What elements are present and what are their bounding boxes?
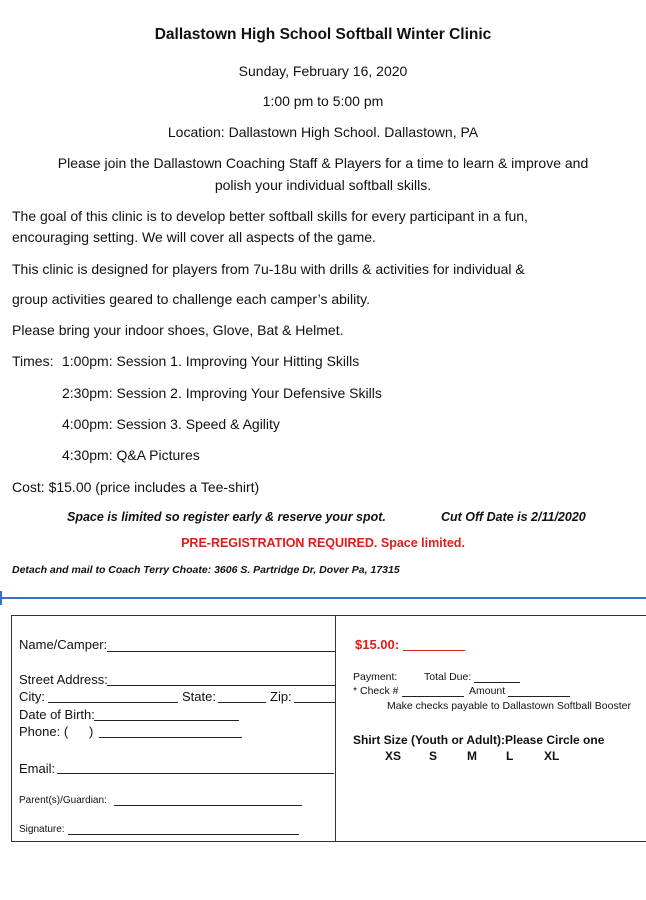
total-due-field[interactable] [474,682,520,683]
amount-label: Amount [469,685,506,697]
session-3: 4:00pm: Session 3. Speed & Agility [62,416,280,432]
preregistration-notice: PRE-REGISTRATION REQUIRED. Space limited. [181,536,465,550]
phone-label: Phone: ( [19,724,69,739]
space-limited-notice: Space is limited so register early & reserve your spot. [67,510,386,524]
event-location: Location: Dallastown High School. Dallastown, PA [167,124,479,140]
phone-field[interactable] [99,737,242,738]
dob-label: Date of Birth: [19,707,95,722]
design-line-1: This clinic is designed for players from 7u-18u with drills & activities for individual & [12,261,525,277]
size-xs[interactable]: XS [385,749,402,763]
size-l[interactable]: L [506,749,514,763]
city-label: City: [19,689,45,704]
page-title: Dallastown High School Softball Winter Clinic [154,26,492,43]
cost: Cost: $15.00 (price includes a Tee-shirt) [12,479,260,495]
session-2: 2:30pm: Session 2. Improving Your Defensive Skills [62,385,382,401]
zip-field[interactable] [294,702,335,703]
check-label: * Check # [353,685,399,697]
dob-field[interactable] [94,720,239,721]
price-field[interactable] [403,650,465,651]
payable-note: Make checks payable to Dallastown Softball Booster [387,700,631,712]
check-number-field[interactable] [402,696,464,697]
total-due-label: Total Due: [424,671,472,683]
street-label: Street Address: [19,672,108,687]
parent-field[interactable] [114,805,302,806]
amount-field[interactable] [508,696,570,697]
parent-label: Parent(s)/Guardian: [19,795,107,806]
signature-label: Signature: [19,824,65,835]
intro-line-1: Please join the Dallastown Coaching Staff & Players for a time to learn & improve and [57,155,589,171]
size-m[interactable]: M [467,749,477,763]
shirt-size-label: Shirt Size (Youth or Adult):Please Circle one [353,733,605,747]
goal-line-2: encouraging setting. We will cover all aspects of the game. [12,229,376,245]
name-label: Name/Camper: [19,637,108,652]
street-field[interactable] [107,685,335,686]
session-4: 4:30pm: Q&A Pictures [62,447,200,463]
size-s[interactable]: S [429,749,438,763]
email-label: Email: [19,761,56,776]
event-date: Sunday, February 16, 2020 [238,63,408,79]
name-field[interactable] [107,651,335,652]
zip-label: Zip: [270,689,292,704]
price-label: $15.00: [355,637,400,652]
payment-label: Payment: [353,671,398,683]
email-field[interactable] [57,773,334,774]
city-field[interactable] [48,702,178,703]
signature-field[interactable] [68,834,299,835]
intro-line-2: polish your individual softball skills. [214,177,432,193]
session-1: 1:00pm: Session 1. Improving Your Hitting Skills [62,353,360,369]
event-time: 1:00 pm to 5:00 pm [262,93,384,109]
form-divider [335,615,336,842]
state-field[interactable] [218,702,266,703]
times-label: Times: [12,353,54,369]
mail-instructions: Detach and mail to Coach Terry Choate: 3606 S. Partridge Dr, Dover Pa, 17315 [12,564,400,576]
goal-line-1: The goal of this clinic is to develop better softball skills for every participant in a fun, [12,208,528,224]
cutoff-date: Cut Off Date is 2/11/2020 [441,510,586,524]
state-label: State: [182,689,216,704]
detach-mark [0,591,2,605]
phone-paren: ) [89,724,94,739]
bring-items: Please bring your indoor shoes, Glove, Bat & Helmet. [12,322,344,338]
design-line-2: group activities geared to challenge each camper’s ability. [12,291,370,307]
detach-line [0,597,646,599]
size-xl[interactable]: XL [544,749,560,763]
